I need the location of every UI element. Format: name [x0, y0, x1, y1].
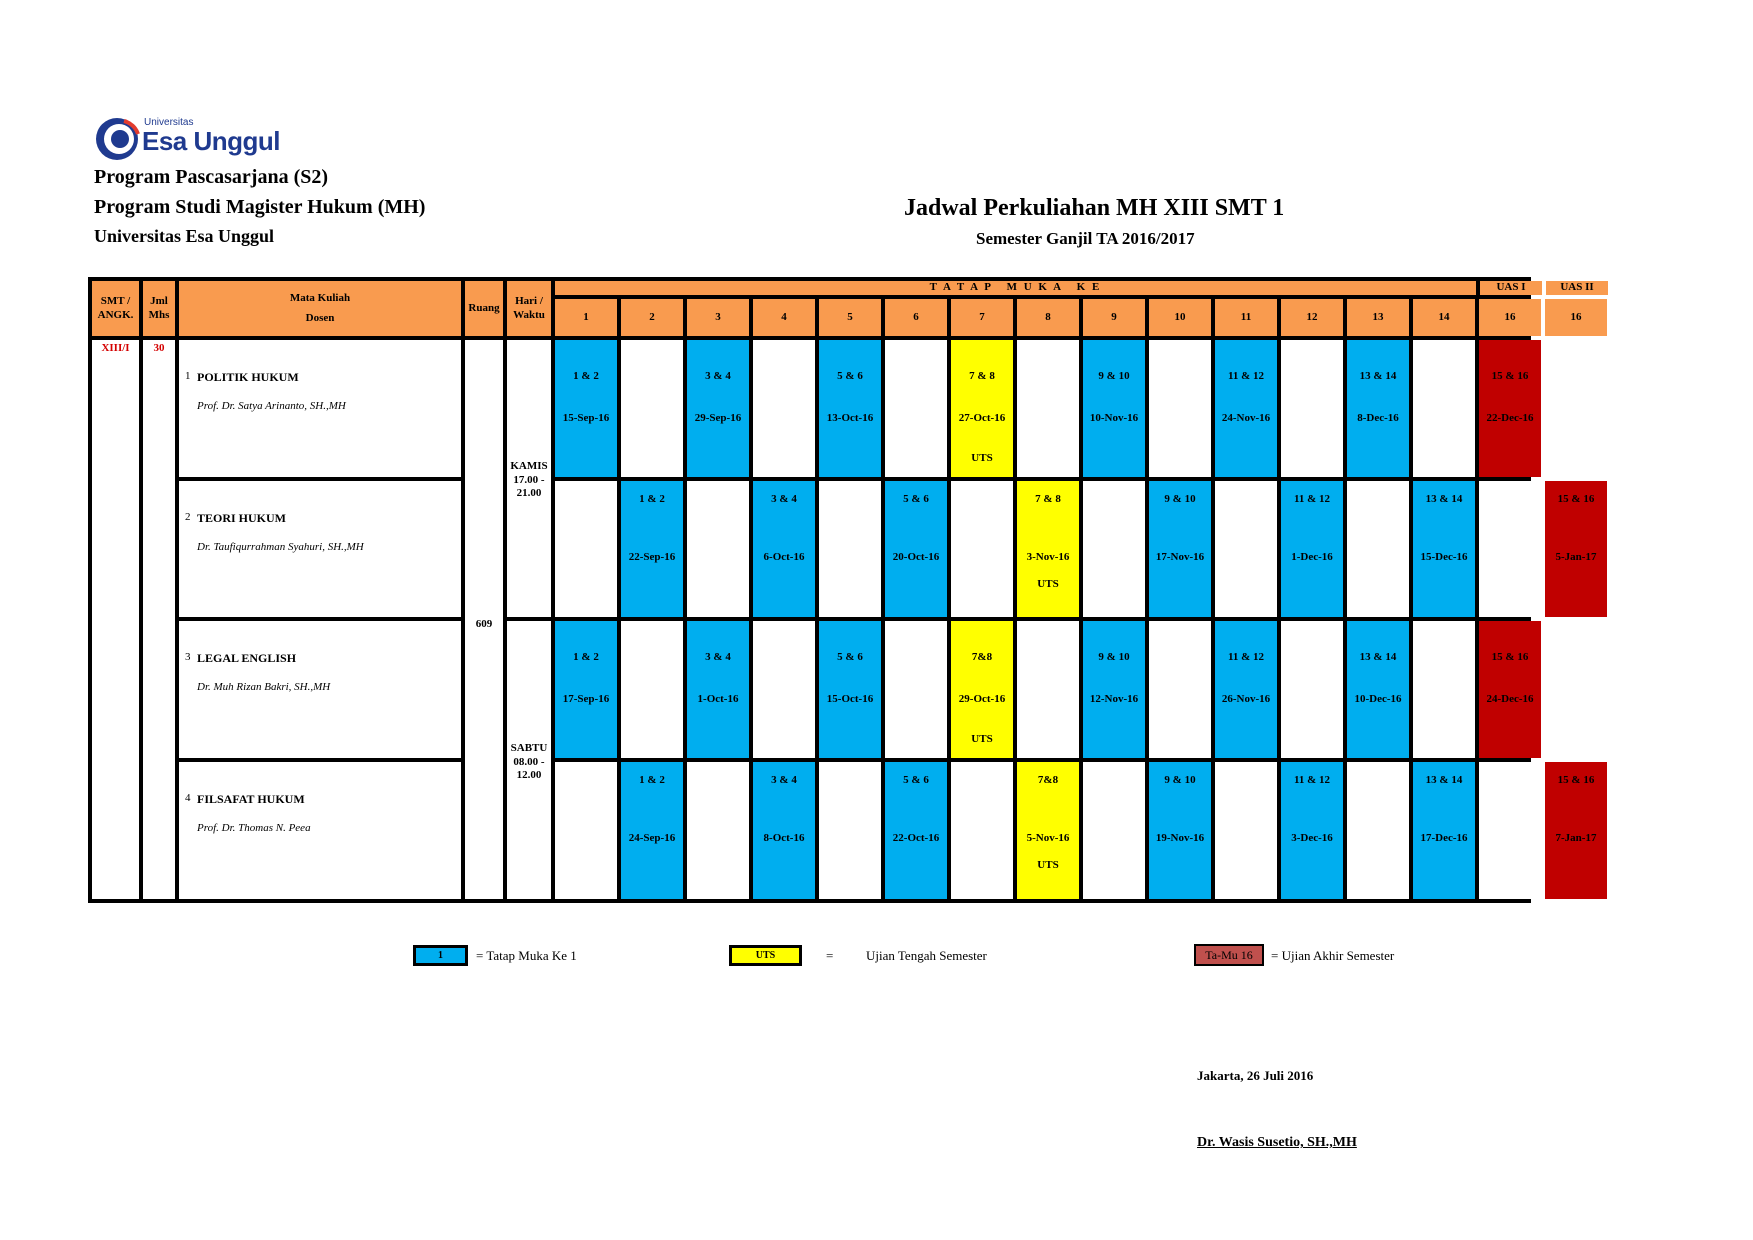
semester-value: XIII/I	[101, 342, 130, 354]
empty-session-cell	[621, 340, 683, 477]
session-label: 11 & 12	[1293, 493, 1331, 505]
signatory-name: Dr. Wasis Susetio, SH.,MH	[1197, 1135, 1357, 1150]
legend-equals-midterm: =	[826, 948, 834, 963]
session-date: 10-Nov-16	[1089, 412, 1139, 424]
empty-session-cell	[1281, 621, 1343, 758]
session-number-header	[1215, 299, 1277, 336]
legend-box-midterm	[729, 945, 802, 966]
session-number-header	[687, 299, 749, 336]
session-number-header	[1479, 299, 1541, 336]
empty-session-cell	[1017, 621, 1079, 758]
course-name: LEGAL ENGLISH	[197, 651, 297, 665]
empty-session-cell	[951, 762, 1013, 899]
lecturer-name: Prof. Dr. Satya Arinanto, SH.,MH	[197, 400, 346, 412]
session-cell	[1149, 762, 1211, 899]
empty-session-cell	[1545, 340, 1607, 477]
session-date: 24-Sep-16	[628, 832, 676, 844]
course-cell	[179, 762, 461, 899]
session-label: 13 & 14	[1359, 370, 1397, 382]
empty-session-cell	[1281, 340, 1343, 477]
time-range: 08.00 - 12.00	[513, 755, 545, 781]
session-date: 1-Oct-16	[697, 693, 739, 705]
session-number: 3	[715, 310, 721, 323]
session-date: 17-Dec-16	[1420, 832, 1468, 844]
room-value: 609	[475, 617, 493, 630]
session-label: 11 & 12	[1227, 651, 1265, 663]
empty-session-cell	[555, 481, 617, 617]
course-cell	[179, 621, 461, 758]
empty-session-cell	[1083, 481, 1145, 617]
session-date: 6-Oct-16	[763, 551, 805, 563]
empty-session-cell	[1413, 621, 1475, 758]
session-note: UTS	[1037, 578, 1059, 590]
session-date: 3-Nov-16	[1026, 551, 1070, 563]
session-number: 4	[781, 310, 787, 323]
course-name: TEORI HUKUM	[197, 511, 287, 525]
empty-session-cell	[951, 481, 1013, 617]
students-cell	[143, 340, 175, 899]
session-date: 29-Oct-16	[958, 693, 1006, 705]
logo-name: Esa Unggul	[142, 126, 281, 156]
course-number: 4	[185, 792, 191, 804]
session-cell	[951, 340, 1013, 477]
students-value: 30	[153, 342, 165, 354]
session-note: UTS	[971, 733, 993, 745]
session-number-header	[1083, 299, 1145, 336]
university-logo	[94, 116, 294, 162]
legend-box-label: UTS	[755, 950, 776, 961]
header-jml-label: Jml Mhs	[148, 295, 170, 321]
empty-session-cell	[1149, 621, 1211, 758]
session-number-header	[1149, 299, 1211, 336]
session-label: 7&8	[971, 651, 993, 663]
session-label: 5 & 6	[837, 651, 863, 663]
session-label: 1 & 2	[639, 493, 665, 505]
session-date: 24-Nov-16	[1221, 412, 1271, 424]
session-cell	[1017, 481, 1079, 617]
session-number: 8	[1045, 310, 1051, 323]
header-smt-label: SMT / ANGK.	[97, 295, 134, 321]
header-course-label: Mata Kuliah	[289, 292, 351, 305]
session-date: 22-Oct-16	[892, 832, 940, 844]
course-number: 3	[185, 651, 191, 663]
header-uas1-label: UAS I	[1496, 281, 1526, 294]
session-date: 8-Dec-16	[1357, 412, 1399, 424]
university-line: Universitas Esa Unggul	[94, 226, 275, 246]
session-cell	[1281, 762, 1343, 899]
session-date: 17-Sep-16	[562, 693, 610, 705]
session-cell	[1413, 762, 1475, 899]
empty-session-cell	[885, 621, 947, 758]
session-cell	[753, 762, 815, 899]
course-name: POLITIK HUKUM	[197, 370, 299, 384]
legend-text-midterm: Ujian Tengah Semester	[866, 948, 987, 963]
session-number: 2	[649, 310, 655, 323]
semester-cell	[92, 340, 139, 899]
session-label: 7 & 8	[1035, 493, 1061, 505]
session-label: 15 & 16	[1491, 370, 1529, 382]
day-name: SABTU	[510, 742, 548, 755]
session-date: 1-Dec-16	[1291, 551, 1333, 563]
session-cell	[1545, 481, 1607, 617]
session-number: 11	[1240, 310, 1252, 323]
session-number: 10	[1174, 310, 1186, 323]
session-cell	[819, 621, 881, 758]
session-cell	[1479, 621, 1541, 758]
session-number-header	[1347, 299, 1409, 336]
lecturer-name: Prof. Dr. Thomas N. Peea	[197, 822, 311, 834]
session-number: 13	[1372, 310, 1384, 323]
empty-session-cell	[819, 481, 881, 617]
room-cell	[465, 340, 503, 899]
session-label: 15 & 16	[1557, 493, 1595, 505]
session-label: 9 & 10	[1098, 651, 1130, 663]
session-label: 11 & 12	[1293, 774, 1331, 786]
session-number: 16	[1504, 310, 1516, 323]
session-cell	[1215, 621, 1277, 758]
day-time-cell-2	[507, 621, 551, 899]
session-date: 12-Nov-16	[1089, 693, 1139, 705]
course-cell	[179, 340, 461, 477]
session-label: 5 & 6	[837, 370, 863, 382]
session-date: 17-Nov-16	[1155, 551, 1205, 563]
session-cell	[885, 762, 947, 899]
empty-session-cell	[1017, 340, 1079, 477]
session-label: 15 & 16	[1557, 774, 1595, 786]
session-note: UTS	[1037, 859, 1059, 871]
session-cell	[1083, 621, 1145, 758]
session-label: 15 & 16	[1491, 651, 1529, 663]
empty-session-cell	[1545, 621, 1607, 758]
empty-session-cell	[1413, 340, 1475, 477]
session-label: 1 & 2	[573, 370, 599, 382]
session-cell	[1215, 340, 1277, 477]
session-note: UTS	[971, 452, 993, 464]
empty-session-cell	[1479, 481, 1541, 617]
empty-session-cell	[1215, 762, 1277, 899]
course-number: 1	[185, 370, 191, 382]
session-cell	[621, 481, 683, 617]
header-uas2-label: UAS II	[1560, 281, 1594, 294]
session-date: 15-Oct-16	[826, 693, 874, 705]
session-date: 22-Sep-16	[628, 551, 676, 563]
course-name: FILSAFAT HUKUM	[197, 792, 305, 806]
header-room-label: Ruang	[468, 301, 500, 314]
session-label: 13 & 14	[1425, 774, 1463, 786]
header-course	[179, 281, 461, 336]
session-number: 7	[979, 310, 985, 323]
session-number-header	[885, 299, 947, 336]
session-date: 3-Dec-16	[1291, 832, 1333, 844]
session-number-header	[1545, 299, 1607, 336]
session-label: 3 & 4	[771, 774, 797, 786]
session-cell	[1017, 762, 1079, 899]
session-label: 3 & 4	[705, 370, 731, 382]
session-date: 7-Jan-17	[1555, 832, 1597, 844]
session-number: 16	[1570, 310, 1582, 323]
empty-session-cell	[1347, 481, 1409, 617]
session-cell	[687, 340, 749, 477]
session-cell	[753, 481, 815, 617]
time-range: 17.00 - 21.00	[513, 473, 545, 499]
empty-session-cell	[753, 621, 815, 758]
session-cell	[555, 340, 617, 477]
session-cell	[885, 481, 947, 617]
page-title: Jadwal Perkuliahan MH XIII SMT 1	[904, 195, 1285, 221]
session-number-header	[555, 299, 617, 336]
lecturer-name: Dr. Muh Rizan Bakri, SH.,MH	[197, 681, 331, 693]
legend-box-final	[1194, 944, 1264, 966]
session-date: 19-Nov-16	[1155, 832, 1205, 844]
session-label: 1 & 2	[573, 651, 599, 663]
session-label: 5 & 6	[903, 774, 929, 786]
lecturer-name: Dr. Taufiqurrahman Syahuri, SH.,MH	[197, 541, 364, 553]
study-program-line: Program Studi Magister Hukum (MH)	[94, 196, 426, 218]
empty-session-cell	[753, 340, 815, 477]
session-label: 3 & 4	[705, 651, 731, 663]
session-date: 26-Nov-16	[1221, 693, 1271, 705]
session-cell	[1479, 340, 1541, 477]
header-room	[465, 281, 503, 336]
session-number: 5	[847, 310, 853, 323]
session-number: 14	[1438, 310, 1450, 323]
session-cell	[1149, 481, 1211, 617]
header-jml	[143, 281, 175, 336]
session-label: 1 & 2	[639, 774, 665, 786]
schedule-table	[88, 277, 1597, 903]
legend-box-session	[413, 945, 468, 966]
session-number: 1	[583, 310, 589, 323]
header-sessions-label: T A T A P M U K A K E	[929, 281, 1102, 294]
empty-session-cell	[819, 762, 881, 899]
header-lecturer-label: Dosen	[305, 311, 335, 324]
place-date: Jakarta, 26 Juli 2016	[1197, 1068, 1314, 1083]
empty-session-cell	[687, 762, 749, 899]
empty-session-cell	[1083, 762, 1145, 899]
session-cell	[1545, 762, 1607, 899]
header-sessions	[555, 281, 1476, 295]
day-time-cell-1	[507, 340, 551, 617]
header-uas2	[1546, 281, 1608, 295]
session-cell	[1083, 340, 1145, 477]
session-label: 13 & 14	[1425, 493, 1463, 505]
session-label: 9 & 10	[1098, 370, 1130, 382]
session-date: 20-Oct-16	[892, 551, 940, 563]
empty-session-cell	[1479, 762, 1541, 899]
session-number-header	[753, 299, 815, 336]
session-label: 13 & 14	[1359, 651, 1397, 663]
session-label: 11 & 12	[1227, 370, 1265, 382]
session-date: 13-Oct-16	[826, 412, 874, 424]
session-number-header	[819, 299, 881, 336]
session-date: 27-Oct-16	[958, 412, 1006, 424]
session-cell	[1413, 481, 1475, 617]
logo-small-text: Universitas	[144, 117, 194, 128]
session-number-header	[621, 299, 683, 336]
header-day-time	[507, 281, 551, 336]
page-subtitle: Semester Ganjil TA 2016/2017	[976, 229, 1195, 248]
session-cell	[951, 621, 1013, 758]
session-cell	[819, 340, 881, 477]
session-label: 9 & 10	[1164, 774, 1196, 786]
session-date: 22-Dec-16	[1486, 412, 1534, 424]
session-cell	[687, 621, 749, 758]
session-label: 7 & 8	[969, 370, 995, 382]
session-cell	[555, 621, 617, 758]
session-date: 10-Dec-16	[1354, 693, 1402, 705]
empty-session-cell	[1215, 481, 1277, 617]
session-number-header	[1281, 299, 1343, 336]
session-number: 9	[1111, 310, 1117, 323]
session-date: 15-Sep-16	[562, 412, 610, 424]
session-cell	[1281, 481, 1343, 617]
empty-session-cell	[885, 340, 947, 477]
session-date: 24-Dec-16	[1486, 693, 1534, 705]
header-day-time-label: Hari / Waktu	[513, 295, 545, 321]
empty-session-cell	[1149, 340, 1211, 477]
program-line: Program Pascasarjana (S2)	[94, 166, 329, 188]
session-date: 5-Jan-17	[1555, 551, 1597, 563]
session-cell	[1347, 340, 1409, 477]
session-cell	[621, 762, 683, 899]
legend-text-session: = Tatap Muka Ke 1	[476, 948, 577, 963]
header-uas1	[1480, 281, 1542, 295]
session-date: 29-Sep-16	[694, 412, 742, 424]
empty-session-cell	[687, 481, 749, 617]
university-logo-icon	[94, 116, 140, 162]
session-date: 5-Nov-16	[1026, 832, 1070, 844]
session-date: 8-Oct-16	[763, 832, 805, 844]
legend-box-label: 1	[438, 950, 443, 961]
session-label: 3 & 4	[771, 493, 797, 505]
session-number-header	[1017, 299, 1079, 336]
session-date: 15-Dec-16	[1420, 551, 1468, 563]
session-number-header	[951, 299, 1013, 336]
session-number: 6	[913, 310, 919, 323]
session-cell	[1347, 621, 1409, 758]
session-label: 9 & 10	[1164, 493, 1196, 505]
legend-box-label: Ta-Mu 16	[1205, 947, 1253, 962]
day-name: KAMIS	[510, 460, 548, 473]
session-label: 5 & 6	[903, 493, 929, 505]
session-label: 7&8	[1037, 774, 1059, 786]
empty-session-cell	[555, 762, 617, 899]
course-number: 2	[185, 511, 191, 523]
header-smt	[92, 281, 139, 336]
session-number-header	[1413, 299, 1475, 336]
session-number: 12	[1306, 310, 1318, 323]
empty-session-cell	[621, 621, 683, 758]
empty-session-cell	[1347, 762, 1409, 899]
course-cell	[179, 481, 461, 617]
legend-text-final: = Ujian Akhir Semester	[1271, 948, 1395, 963]
